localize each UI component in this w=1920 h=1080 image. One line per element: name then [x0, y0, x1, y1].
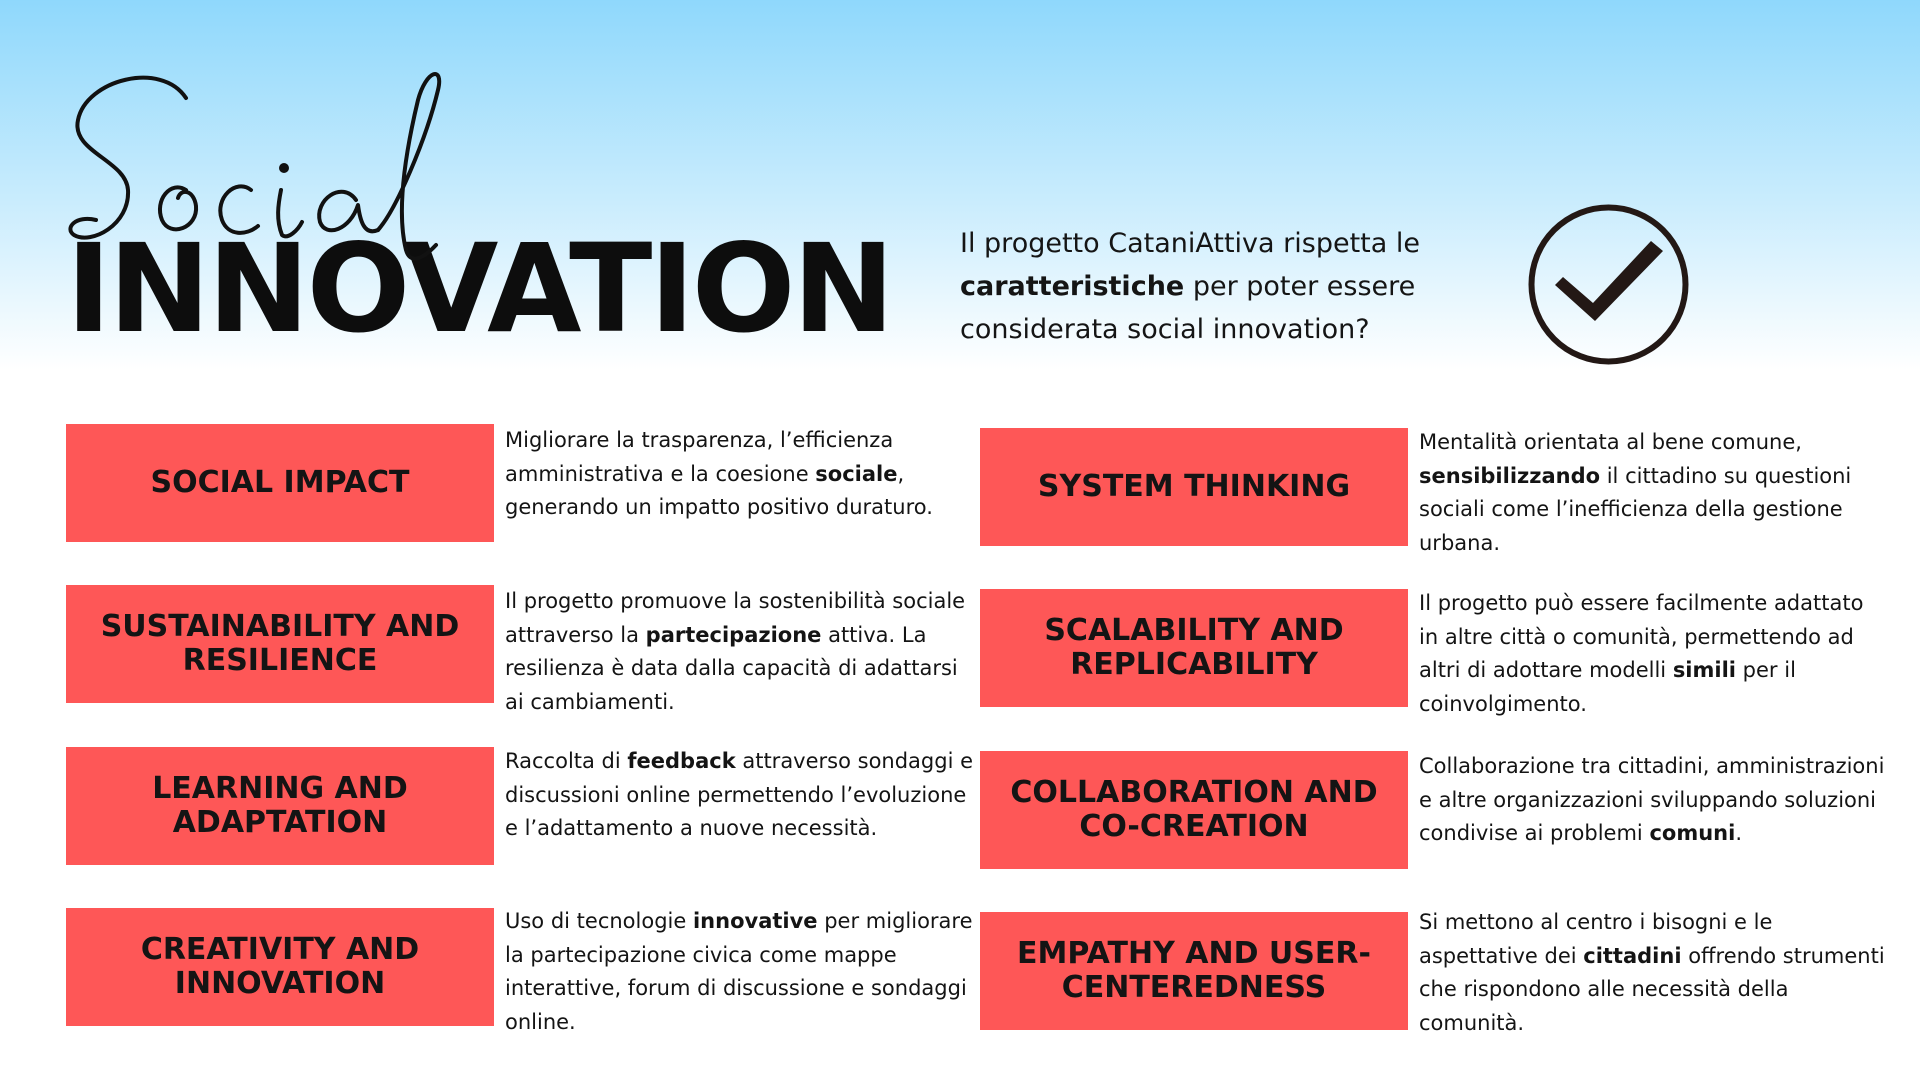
desc-bold: partecipazione [645, 622, 822, 647]
desc-social-impact [505, 424, 975, 525]
card-collaboration [980, 751, 1408, 869]
desc-system-thinking [1419, 426, 1889, 560]
desc-creativity [505, 905, 975, 1039]
question-text-2: per poter essere considerata social innovation? [960, 271, 1416, 345]
desc-text: Si mettono al centro i bisogni e le aspettative dei [1419, 910, 1773, 968]
question-bold: caratteristiche [960, 271, 1185, 302]
desc-text: Raccolta di [505, 749, 628, 773]
desc-bold: feedback [627, 749, 736, 773]
desc-collaboration [1419, 750, 1889, 851]
desc-bold: cittadini [1583, 943, 1682, 968]
desc-bold: comuni [1649, 821, 1736, 845]
card-label: SOCIAL IMPACT [150, 465, 410, 500]
desc-text: Uso di tecnologie [505, 909, 693, 933]
desc-text: Il progetto può essere facilmente adattato in altre città o comunità, permettendo ad altri di adottare modelli [1419, 591, 1864, 682]
page-title: INNOVATION [66, 218, 892, 360]
card-label: CREATIVITY AND INNOVATION [140, 932, 420, 1001]
card-social-impact [66, 424, 494, 542]
card-label: COLLABORATION AND CO-CREATION [1010, 775, 1378, 844]
desc-text: il cittadino su questioni sociali come l’inefficienza della gestione urbana. [1419, 463, 1852, 555]
card-scalability [980, 589, 1408, 707]
card-learning [66, 747, 494, 865]
desc-text: attraverso sondaggi e discussioni online permettendo l’evoluzione e l’adattamento a nuove necessità. [505, 749, 974, 840]
social-script-icon [66, 40, 486, 300]
desc-empathy [1419, 906, 1889, 1040]
card-label: SYSTEM THINKING [1037, 469, 1351, 504]
desc-bold: sensibilizzando [1419, 463, 1601, 488]
card-label: SUSTAINABILITY AND RESILIENCE [100, 609, 460, 678]
card-sustainability [66, 585, 494, 703]
script-title-social [66, 40, 486, 300]
desc-text: attiva. La resilienza è data dalla capacità di adattarsi ai cambiamenti. [505, 622, 958, 714]
desc-bold: simili [1672, 658, 1736, 682]
card-creativity [66, 908, 494, 1026]
card-label: SCALABILITY AND REPLICABILITY [1044, 613, 1344, 682]
desc-learning [505, 745, 975, 846]
desc-text: Mentalità orientata al bene comune, [1419, 430, 1802, 454]
question-text-1: Il progetto CataniAttiva rispetta le [960, 228, 1420, 259]
card-label: LEARNING AND ADAPTATION [152, 771, 408, 840]
desc-text: offrendo strumenti che rispondono alle necessità della comunità. [1419, 943, 1885, 1035]
card-empathy [980, 912, 1408, 1030]
desc-text: per il coinvolgimento. [1419, 658, 1796, 716]
intro-question [960, 222, 1520, 351]
desc-scalability [1419, 587, 1889, 721]
card-label: EMPATHY AND USER-CENTEREDNESS [1017, 936, 1371, 1005]
desc-bold: innovative [692, 909, 818, 933]
desc-text: Collaborazione tra cittadini, amministrazioni e altre organizzazioni sviluppando soluzioni condivise ai problemi [1419, 754, 1885, 845]
card-system-thinking [980, 428, 1408, 546]
desc-text: Migliorare la trasparenza, l’efficienza amministrativa e la coesione [505, 428, 894, 486]
desc-text: Il progetto promuove la sostenibilità sociale attraverso la [505, 589, 966, 647]
desc-text: . [1735, 821, 1742, 845]
desc-text: per migliorare la partecipazione civica come mappe interattive, forum di discussione e sondaggi online. [505, 909, 973, 1034]
desc-bold: sociale [815, 461, 898, 486]
check-circle-icon [1527, 203, 1690, 366]
desc-text: , generando un impatto positivo duraturo. [505, 461, 933, 519]
desc-sustainability [505, 585, 975, 719]
